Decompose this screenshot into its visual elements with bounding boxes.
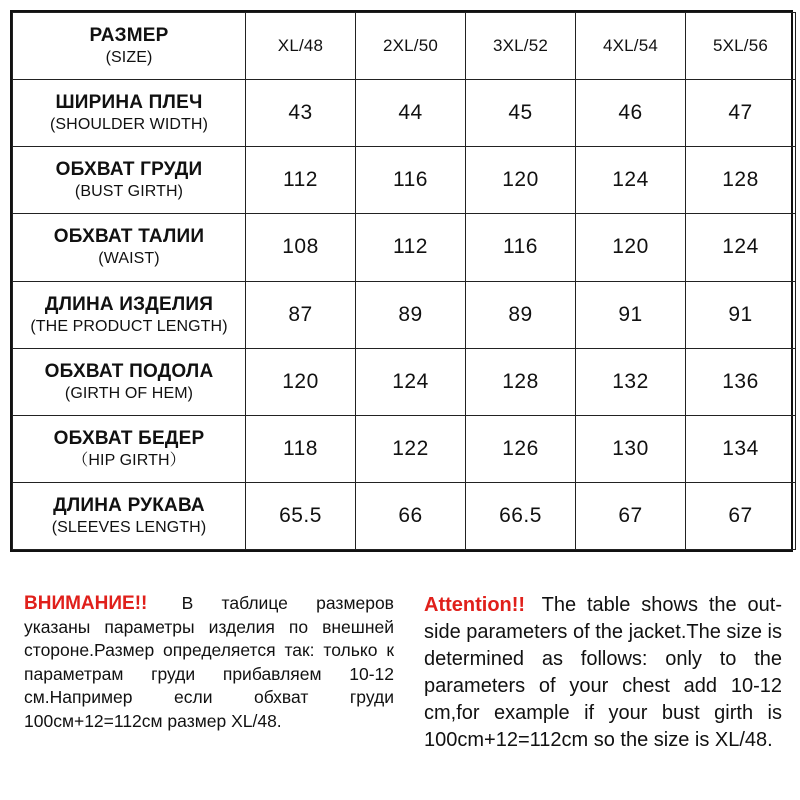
notice-en-text: The table shows the out-side parameters of the jacket.The size is determined as follows: only to the parameters of your chest add 10-12 cm,for example if your bust girth is 100cm+12=112cm so the size is XL/48. (424, 594, 783, 751)
row-label-ru: ОБХВАТ ГРУДИ (55, 159, 203, 181)
size-header-en: (SIZE) (105, 49, 153, 67)
row-label-ru: ДЛИНА РУКАВА (53, 494, 205, 516)
row-label-ru: ОБХВАТ ТАЛИИ (53, 226, 205, 248)
table-cell: 91 (686, 281, 796, 348)
size-column-header: 3XL/52 (466, 13, 576, 80)
table-cell: 130 (576, 415, 686, 482)
row-label-ru: ОБХВАТ ПОДОЛА (44, 360, 214, 382)
table-cell: 47 (686, 80, 796, 147)
table-cell: 132 (576, 348, 686, 415)
row-label-girth-of-hem (13, 348, 246, 415)
row-label-en: (GIRTH OF HEM) (64, 384, 194, 402)
table-cell: 45 (466, 80, 576, 147)
notice-ru (24, 592, 394, 733)
row-label-hip-girth (13, 415, 246, 482)
table-cell: 89 (466, 281, 576, 348)
table-row (13, 482, 796, 549)
table-cell: 128 (466, 348, 576, 415)
table-cell: 116 (356, 147, 466, 214)
table-cell: 46 (576, 80, 686, 147)
table-cell: 136 (686, 348, 796, 415)
row-label-en: (THE PRODUCT LENGTH) (30, 317, 228, 335)
row-label-bust-girth (13, 147, 246, 214)
table-row (13, 147, 796, 214)
row-label-ru: ШИРИНА ПЛЕЧ (55, 92, 203, 114)
row-label-en: (WAIST) (98, 250, 160, 268)
table-cell: 89 (356, 281, 466, 348)
size-chart-table (12, 12, 796, 550)
row-label-en: (SLEEVES LENGTH) (51, 518, 207, 536)
table-cell: 124 (686, 214, 796, 281)
table-cell: 128 (686, 147, 796, 214)
size-column-header: 4XL/54 (576, 13, 686, 80)
table-cell: 120 (576, 214, 686, 281)
notice-ru-heading: ВНИМАНИЕ!! (24, 593, 148, 614)
size-header-ru: РАЗМЕР (89, 25, 169, 47)
table-cell: 67 (686, 482, 796, 549)
notice-en (424, 592, 782, 754)
size-column-header: 2XL/50 (356, 13, 466, 80)
row-label-ru: ОБХВАТ БЕДЕР (53, 427, 205, 449)
table-cell: 66.5 (466, 482, 576, 549)
table-cell: 44 (356, 80, 466, 147)
row-label-en: (SHOULDER WIDTH) (49, 116, 209, 134)
table-cell: 67 (576, 482, 686, 549)
size-column-header: XL/48 (246, 13, 356, 80)
table-cell: 65.5 (246, 482, 356, 549)
size-chart-table-frame (10, 10, 793, 552)
table-cell: 134 (686, 415, 796, 482)
table-cell: 116 (466, 214, 576, 281)
table-cell: 112 (246, 147, 356, 214)
table-row (13, 281, 796, 348)
table-row (13, 348, 796, 415)
notice-ru-text: В таблице размеров указаны параметры изделия по внешней стороне.Размер определяется так: только к параметрам груди прибавляем 10-12 см.Например если обхват груди 100см+12=112см размер XL/48. (24, 593, 394, 731)
row-label-sleeves-length (13, 482, 246, 549)
row-label-en: (BUST GIRTH) (74, 183, 184, 201)
row-label-product-length (13, 281, 246, 348)
table-row (13, 214, 796, 281)
row-label-waist (13, 214, 246, 281)
table-cell: 43 (246, 80, 356, 147)
table-cell: 112 (356, 214, 466, 281)
notice-en-heading: Attention!! (424, 594, 526, 616)
table-cell: 124 (576, 147, 686, 214)
row-label-shoulder-width (13, 80, 246, 147)
table-cell: 122 (356, 415, 466, 482)
table-cell: 66 (356, 482, 466, 549)
table-cell: 124 (356, 348, 466, 415)
table-cell: 120 (466, 147, 576, 214)
header-row (13, 13, 796, 80)
table-cell: 91 (576, 281, 686, 348)
table-cell: 108 (246, 214, 356, 281)
table-row (13, 415, 796, 482)
row-label-ru: ДЛИНА ИЗДЕЛИЯ (44, 293, 214, 315)
row-label-en: （HIP GIRTH） (72, 451, 186, 469)
table-cell: 118 (246, 415, 356, 482)
table-cell: 120 (246, 348, 356, 415)
table-cell: 87 (246, 281, 356, 348)
table-cell: 126 (466, 415, 576, 482)
table-row (13, 80, 796, 147)
size-column-header: 5XL/56 (686, 13, 796, 80)
size-header-cell (13, 13, 246, 80)
